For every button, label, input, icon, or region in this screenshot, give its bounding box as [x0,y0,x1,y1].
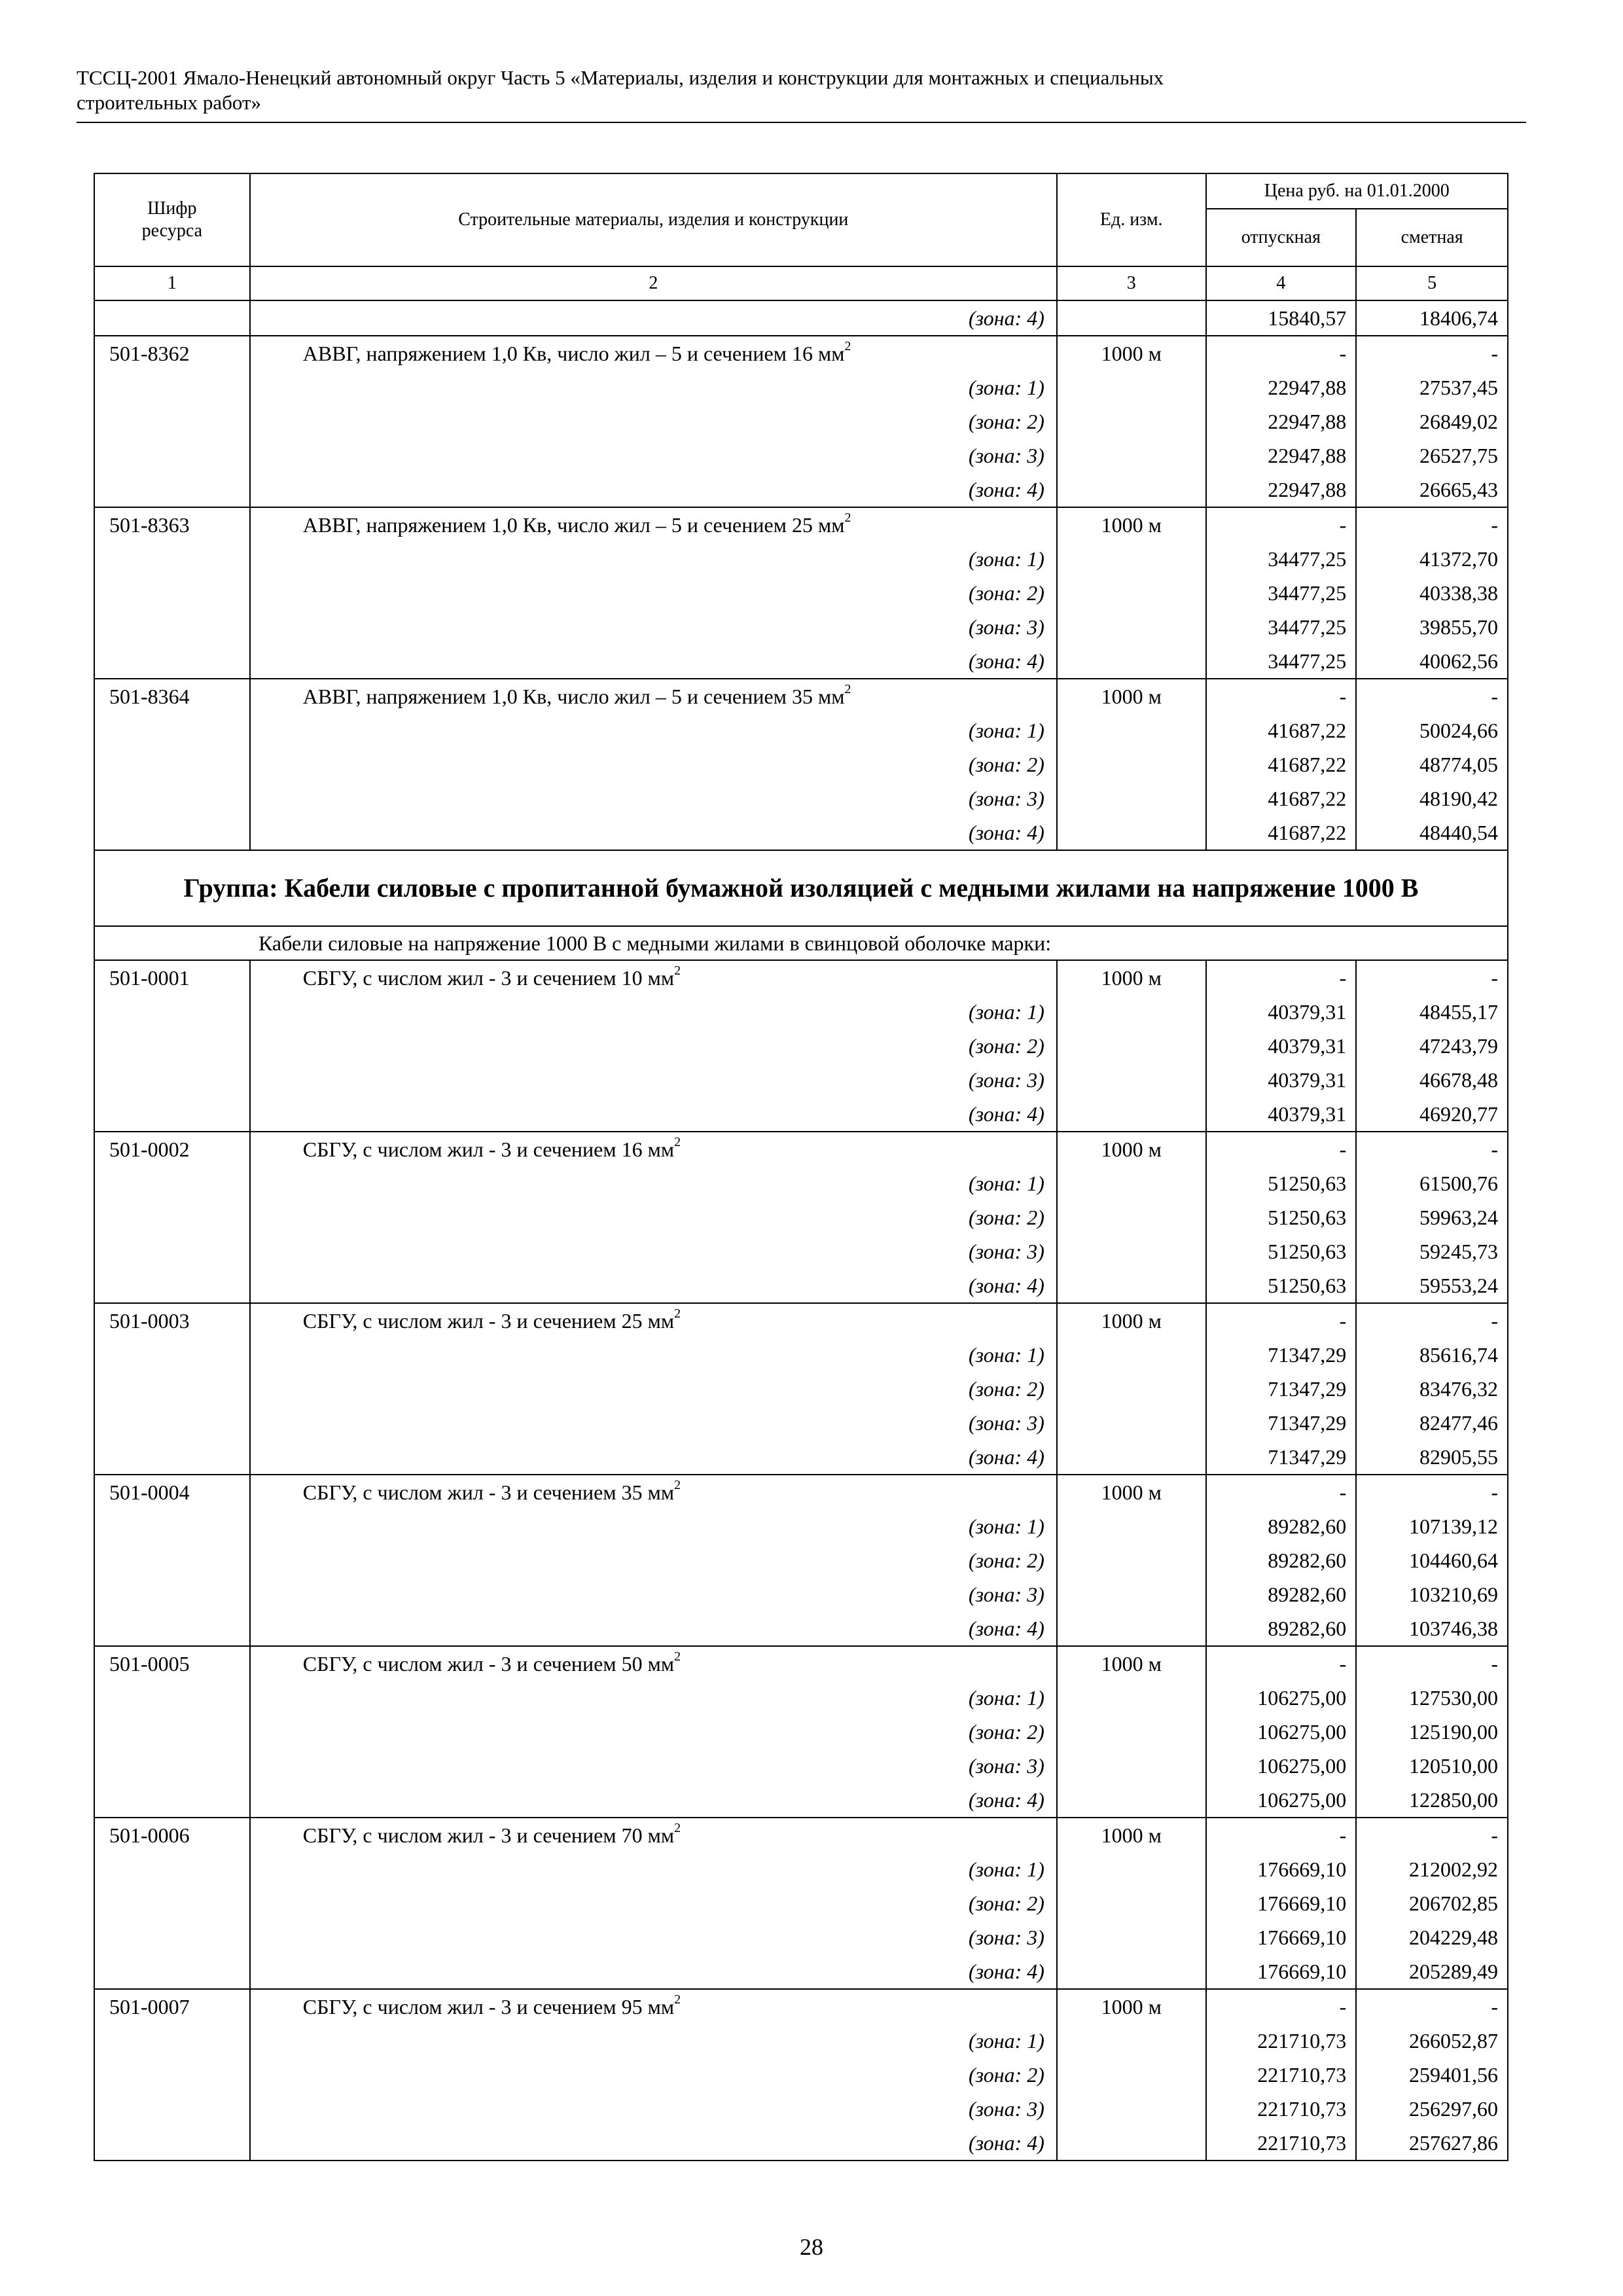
zone-label: (зона: 4) [250,816,1057,850]
estimate-price: 46678,48 [1356,1063,1508,1097]
release-price: 51250,63 [1206,1200,1357,1234]
resource-name [250,1475,1057,1509]
estimate-price: 104460,64 [1356,1543,1508,1577]
resource-code: 501-8363 [94,507,250,542]
subgroup-heading: Кабели силовые на напряжение 1000 В с медными жилами в свинцовой оболочке марки: [94,926,1508,960]
zone-row [94,2058,1508,2092]
price-table [94,173,1508,2161]
zone-row [94,1406,1508,1440]
release-price: 22947,88 [1206,404,1357,439]
release-price: 40379,31 [1206,1097,1357,1132]
zone-row [94,644,1508,679]
zone-label: (зона: 1) [250,1166,1057,1200]
zone-label: (зона: 3) [250,439,1057,473]
zone-row [94,1029,1508,1063]
release-price: 34477,25 [1206,644,1357,679]
unit-superscript: 2 [674,1649,681,1664]
resource-code: 501-0006 [94,1818,250,1852]
zone-row [94,1268,1508,1303]
column-number: 4 [1206,266,1357,300]
resource-code: 501-8364 [94,679,250,713]
header-divider [77,122,1526,123]
zone-row [94,1200,1508,1234]
release-price: 51250,63 [1206,1234,1357,1268]
zone-label: (зона: 1) [250,542,1057,576]
estimate-price: 26665,43 [1356,473,1508,507]
column-header-price: Цена руб. на 01.01.2000 [1206,173,1508,209]
column-header-code: Шифр ресурса [94,173,250,266]
header-title-line-2: строительных работ» [77,91,262,114]
release-price: 71347,29 [1206,1440,1357,1475]
zone-label: (зона: 1) [250,1338,1057,1372]
resource-name [250,336,1057,370]
release-price: 89282,60 [1206,1577,1357,1611]
estimate-price: 266052,87 [1356,2024,1508,2058]
zone-row [94,1577,1508,1611]
estimate-price: 125190,00 [1356,1715,1508,1749]
resource-code: 501-0005 [94,1646,250,1681]
release-price: 34477,25 [1206,576,1357,610]
resource-name [250,679,1057,713]
zone-label: (зона: 2) [250,2058,1057,2092]
estimate-price: - [1356,960,1508,995]
release-price: 41687,22 [1206,781,1357,816]
estimate-price: - [1356,1132,1508,1166]
zone-label: (зона: 4) [250,2126,1057,2161]
column-number: 1 [94,266,250,300]
estimate-price: 48190,42 [1356,781,1508,816]
estimate-price: 256297,60 [1356,2092,1508,2126]
column-number: 5 [1356,266,1508,300]
resource-name [250,1646,1057,1681]
resource-row [94,336,1508,370]
zone-row [94,747,1508,781]
resource-name [250,960,1057,995]
zone-row [94,713,1508,747]
estimate-price: 205289,49 [1356,1954,1508,1989]
estimate-price: 39855,70 [1356,610,1508,644]
zone-label: (зона: 2) [250,1029,1057,1063]
unit-superscript: 2 [674,1821,681,1836]
zone-row [94,610,1508,644]
unit-of-measure: 1000 м [1057,1818,1206,1852]
zone-label: (зона: 1) [250,370,1057,404]
resource-row [94,1646,1508,1681]
estimate-price: 103210,69 [1356,1577,1508,1611]
release-price: 71347,29 [1206,1338,1357,1372]
zone-label: (зона: 4) [250,1783,1057,1818]
release-price: - [1206,507,1357,542]
estimate-price: - [1356,1989,1508,2024]
zone-label: (зона: 3) [250,610,1057,644]
unit-superscript: 2 [674,1306,681,1321]
unit-of-measure: 1000 м [1057,1475,1206,1509]
unit-superscript: 2 [674,1478,681,1493]
resource-row [94,1475,1508,1509]
release-price: - [1206,960,1357,995]
zone-label: (зона: 1) [250,2024,1057,2058]
release-price: 176669,10 [1206,1920,1357,1954]
release-price: 221710,73 [1206,2126,1357,2161]
zone-label: (зона: 2) [250,1886,1057,1920]
release-price: 176669,10 [1206,1954,1357,1989]
release-price: - [1206,679,1357,713]
zone-row [94,2024,1508,2058]
estimate-price: - [1356,1303,1508,1338]
resource-row [94,960,1508,995]
resource-name-text: СБГУ, с числом жил - 3 и сечением 16 мм [302,1138,675,1161]
resource-row [94,1989,1508,2024]
zone-row [94,1372,1508,1406]
release-price: 106275,00 [1206,1681,1357,1715]
estimate-price: 48455,17 [1356,995,1508,1029]
resource-name-text: АВВГ, напряжением 1,0 Кв, число жил – 5 и сечением 25 мм [302,513,845,537]
release-price: 176669,10 [1206,1886,1357,1920]
zone-label: (зона: 2) [250,1715,1057,1749]
column-header-estimate-price: сметная [1356,209,1508,266]
release-price: - [1206,1818,1357,1852]
zone-label: (зона: 3) [250,1406,1057,1440]
unit-superscript: 2 [844,682,851,697]
unit-superscript: 2 [674,1135,681,1150]
estimate-price: 26527,75 [1356,439,1508,473]
zone-label: (зона: 3) [250,1920,1057,1954]
resource-name-text: СБГУ, с числом жил - 3 и сечением 95 мм [302,1995,675,2018]
estimate-price: 122850,00 [1356,1783,1508,1818]
unit-of-measure: 1000 м [1057,679,1206,713]
estimate-price: 40062,56 [1356,644,1508,679]
release-price: 51250,63 [1206,1166,1357,1200]
group-section [94,850,1508,960]
zone-row [94,2126,1508,2161]
zone-row [94,439,1508,473]
zone-row [94,1783,1508,1818]
resource-name [250,1132,1057,1166]
estimate-price: - [1356,1646,1508,1681]
table-body-continuation [94,300,1508,850]
page-number: 28 [800,2234,823,2260]
resource-row [94,1303,1508,1338]
estimate-price: 46920,77 [1356,1097,1508,1132]
zone-row [94,1234,1508,1268]
resource-name-text: СБГУ, с числом жил - 3 и сечением 50 мм [302,1652,675,1676]
zone-label: (зона: 4) [250,1268,1057,1303]
zone-label: (зона: 2) [250,404,1057,439]
zone-row [94,1097,1508,1132]
zone-row [94,1509,1508,1543]
zone-row [94,1166,1508,1200]
release-price: 41687,22 [1206,747,1357,781]
resource-name [250,1818,1057,1852]
release-price: 89282,60 [1206,1543,1357,1577]
zone-label: (зона: 2) [250,576,1057,610]
estimate-price: 48440,54 [1356,816,1508,850]
column-number: 2 [250,266,1057,300]
resource-name-text: АВВГ, напряжением 1,0 Кв, число жил – 5 и сечением 35 мм [302,685,845,708]
release-price: 41687,22 [1206,713,1357,747]
column-number: 3 [1057,266,1206,300]
zone-label: (зона: 4) [250,1611,1057,1646]
zone-label: (зона: 1) [250,1852,1057,1886]
zone-label: (зона: 2) [250,747,1057,781]
zone-label: (зона: 3) [250,2092,1057,2126]
resource-row [94,679,1508,713]
column-header-release-price: отпускная [1206,209,1357,266]
estimate-price: 82905,55 [1356,1440,1508,1475]
release-price: 51250,63 [1206,1268,1357,1303]
release-price: 34477,25 [1206,610,1357,644]
estimate-price: 83476,32 [1356,1372,1508,1406]
resource-code: 501-0001 [94,960,250,995]
estimate-price: 82477,46 [1356,1406,1508,1440]
estimate-price: 48774,05 [1356,747,1508,781]
release-price: 71347,29 [1206,1406,1357,1440]
release-price: 221710,73 [1206,2024,1357,2058]
zone-label: (зона: 3) [250,1749,1057,1783]
resource-name [250,1989,1057,2024]
estimate-price: 47243,79 [1356,1029,1508,1063]
unit-of-measure: 1000 м [1057,1646,1206,1681]
estimate-price: 206702,85 [1356,1886,1508,1920]
zone-row [94,1338,1508,1372]
zone-row [94,1920,1508,1954]
estimate-price: 59963,24 [1356,1200,1508,1234]
release-price: 89282,60 [1206,1611,1357,1646]
zone-label: (зона: 4) [250,1097,1057,1132]
release-price: 106275,00 [1206,1715,1357,1749]
estimate-price: 103746,38 [1356,1611,1508,1646]
zone-row [94,473,1508,507]
zone-label: (зона: 3) [250,1063,1057,1097]
subgroup-heading-row [94,926,1508,960]
zone-row [94,1954,1508,1989]
zone-label: (зона: 3) [250,781,1057,816]
table-header [94,173,1508,300]
unit-superscript: 2 [674,963,681,978]
zone-label: (зона: 1) [250,1681,1057,1715]
estimate-price: - [1356,679,1508,713]
zone-label: (зона: 4) [250,644,1057,679]
release-price: 106275,00 [1206,1749,1357,1783]
release-price: 22947,88 [1206,439,1357,473]
header-title-line-1: ТССЦ-2001 Ямало-Ненецкий автономный округ Часть 5 «Материалы, изделия и конструкции для монтажных и специальных [77,66,1164,89]
zone-row [94,1715,1508,1749]
resource-code: 501-0002 [94,1132,250,1166]
zone-label: (зона: 2) [250,1543,1057,1577]
zone-label: (зона: 1) [250,1509,1057,1543]
unit-superscript: 2 [674,1992,681,2007]
resource-code: 501-8362 [94,336,250,370]
zone-row [94,542,1508,576]
zone-row [94,2092,1508,2126]
release-price: 40379,31 [1206,1029,1357,1063]
estimate-price: 41372,70 [1356,542,1508,576]
release-price: 106275,00 [1206,1783,1357,1818]
zone-row [94,1886,1508,1920]
estimate-price: 50024,66 [1356,713,1508,747]
estimate-price: - [1356,1818,1508,1852]
resource-name [250,507,1057,542]
unit-of-measure: 1000 м [1057,960,1206,995]
group-heading: Группа: Кабели силовые с пропитанной бумажной изоляцией с медными жилами на напряжение 1000 В [94,850,1508,926]
resource-row [94,1132,1508,1166]
unit-superscript: 2 [844,339,851,354]
resource-name-text: АВВГ, напряжением 1,0 Кв, число жил – 5 и сечением 16 мм [302,342,845,365]
zone-label: (зона: 4) [250,1954,1057,1989]
release-price: 40379,31 [1206,995,1357,1029]
release-price: - [1206,1475,1357,1509]
zone-row [94,816,1508,850]
release-price: - [1206,1646,1357,1681]
zone-row [94,1543,1508,1577]
table-row [94,300,1508,336]
zone-row [94,404,1508,439]
zone-label: (зона: 2) [250,1372,1057,1406]
zone-row [94,1681,1508,1715]
estimate-price: 26849,02 [1356,404,1508,439]
estimate-price: 27537,45 [1356,370,1508,404]
resource-name-text: СБГУ, с числом жил - 3 и сечением 10 мм [302,966,675,990]
resource-name-text: СБГУ, с числом жил - 3 и сечением 70 мм [302,1823,675,1847]
zone-label: (зона: 2) [250,1200,1057,1234]
estimate-price: 127530,00 [1356,1681,1508,1715]
estimate-price: 85616,74 [1356,1338,1508,1372]
resource-code: 501-0007 [94,1989,250,2024]
resource-name-text: СБГУ, с числом жил - 3 и сечением 25 мм [302,1309,675,1333]
estimate-price: - [1356,336,1508,370]
resource-row [94,1818,1508,1852]
resource-name [250,1303,1057,1338]
release-price: - [1206,1132,1357,1166]
release-price: - [1206,1989,1357,2024]
estimate-price: 204229,48 [1356,1920,1508,1954]
estimate-price: 61500,76 [1356,1166,1508,1200]
zone-label: (зона: 4) [250,1440,1057,1475]
release-price: 22947,88 [1206,473,1357,507]
release-price: 71347,29 [1206,1372,1357,1406]
resource-row [94,507,1508,542]
release-price: 22947,88 [1206,370,1357,404]
zone-label: (зона: 4) [250,300,1057,336]
table-body-group [94,960,1508,2161]
estimate-price: 107139,12 [1356,1509,1508,1543]
zone-label: (зона: 3) [250,1577,1057,1611]
unit-of-measure: 1000 м [1057,1989,1206,2024]
group-heading-row [94,850,1508,926]
zone-row [94,1749,1508,1783]
estimate-price: 257627,86 [1356,2126,1508,2161]
column-header-unit: Ед. изм. [1057,173,1206,266]
release-price: - [1206,1303,1357,1338]
zone-row [94,1440,1508,1475]
zone-row [94,995,1508,1029]
unit-of-measure: 1000 м [1057,1132,1206,1166]
release-price: 15840,57 [1206,300,1357,336]
zone-row [94,370,1508,404]
zone-label: (зона: 3) [250,1234,1057,1268]
resource-name-text: СБГУ, с числом жил - 3 и сечением 35 мм [302,1480,675,1504]
estimate-price: - [1356,1475,1508,1509]
zone-row [94,1852,1508,1886]
estimate-price: - [1356,507,1508,542]
unit-of-measure: 1000 м [1057,1303,1206,1338]
resource-code: 501-0003 [94,1303,250,1338]
zone-row [94,1611,1508,1646]
estimate-price: 120510,00 [1356,1749,1508,1783]
zone-row [94,576,1508,610]
resource-code: 501-0004 [94,1475,250,1509]
document-header [77,65,1526,115]
column-header-name: Строительные материалы, изделия и конструкции [250,173,1057,266]
estimate-price: 40338,38 [1356,576,1508,610]
estimate-price: 259401,56 [1356,2058,1508,2092]
zone-row [94,1063,1508,1097]
unit-superscript: 2 [844,511,851,526]
release-price: 221710,73 [1206,2092,1357,2126]
estimate-price: 18406,74 [1356,300,1508,336]
zone-label: (зона: 4) [250,473,1057,507]
release-price: 34477,25 [1206,542,1357,576]
unit-of-measure: 1000 м [1057,507,1206,542]
estimate-price: 59553,24 [1356,1268,1508,1303]
release-price: 89282,60 [1206,1509,1357,1543]
release-price: 176669,10 [1206,1852,1357,1886]
estimate-price: 212002,92 [1356,1852,1508,1886]
release-price: 40379,31 [1206,1063,1357,1097]
release-price: 221710,73 [1206,2058,1357,2092]
zone-label: (зона: 1) [250,995,1057,1029]
zone-label: (зона: 1) [250,713,1057,747]
zone-row [94,781,1508,816]
estimate-price: 59245,73 [1356,1234,1508,1268]
unit-of-measure: 1000 м [1057,336,1206,370]
release-price: - [1206,336,1357,370]
release-price: 41687,22 [1206,816,1357,850]
